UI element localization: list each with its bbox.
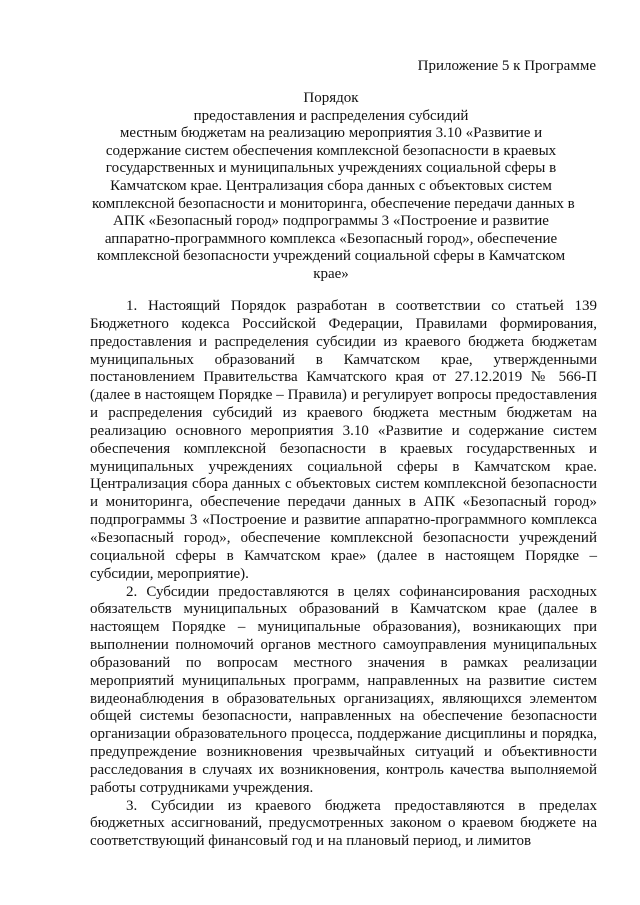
title-line: крае» [313, 265, 349, 282]
paragraph-2: 2. Субсидии предоставляются в целях софинансирования расходных обязательств муниципальных образований в Камчатском крае (далее в настоящем Порядке – муниципальные образования), возникающих при выполнении полномочий органов местного самоуправления муниципальных образований по вопросам местного значения в рамках реализации мероприятий муниципальных программ, направленных на развитие систем видеонаблюдения в образовательных организациях, являющихся элементом общей системы безопасности, направленных на обеспечение безопасности организации образовательного процесса, поддержание дисциплины и порядка, предупреждение возникновения чрезвычайных ситуаций и объективности расследования в случаях их возникновения, контроль качества выполняемой работы сотрудниками учреждения. [90, 583, 597, 796]
paragraph-3: 3. Субсидии из краевого бюджета предоставляются в пределах бюджетных ассигнований, предусмотренных законом о краевом бюджете на соответствующий финансовый год и на плановый период, и лимитов [90, 797, 597, 850]
title-line: местным бюджетам на реализацию мероприятия 3.10 «Развитие и [119, 125, 543, 142]
paragraph-1: 1. Настоящий Порядок разработан в соответствии со статьей 139 Бюджетного кодекса Российской Федерации, Правилами формирования, предоставления и распределения субсидии из краевого бюджета бюджетам муниципальных образований в Камчатском крае, утвержденными постановлением Правительства Камчатского края от 27.12.2019 № 566-П (далее в настоящем Порядке – Правила) и регулирует вопросы предоставления и распределения субсидий из краевого бюджета местным бюджетам на реализацию основного мероприятия 3.10 «Развитие и содержание систем обеспечения комплексной безопасности в краевых государственных и муниципальных учреждениях социальной сферы в Камчатском крае. Централизация сбора данных с объектовых систем комплексной безопасности и мониторинга, обеспечение передачи данных в АПК «Безопасный город» подпрограммы 3 «Построение и развитие аппаратно-программного комплекса «Безопасный город», обеспечение комплексной безопасности учреждений социальной сферы в Камчатском крае» (далее в настоящем Порядке – субсидии, мероприятие). [90, 298, 597, 582]
title-line: Порядок [303, 90, 359, 106]
appendix-label: Приложение 5 к Программе [417, 58, 596, 74]
title-line: АПК «Безопасный город» подпрограммы 3 «Построение и развитие [113, 213, 549, 230]
document-title [92, 90, 575, 284]
title-line: комплексной безопасности и мониторинга, обеспечение передачи данных в [92, 195, 575, 212]
title-line: государственных и муниципальных учреждениях социальной сферы в [105, 160, 557, 177]
title-line: аппаратно-программного комплекса «Безопасный город», обеспечение [104, 230, 558, 247]
document-body [90, 298, 597, 851]
title-line: Камчатском крае. Централизация сбора данных с объектовых систем [110, 177, 552, 194]
title-line: предоставления и распределения субсидий [193, 107, 469, 124]
title-line: комплексной безопасности учреждений социальной сферы в Камчатском [96, 248, 566, 265]
title-line: содержание систем обеспечения комплексной безопасности в краевых [105, 142, 557, 159]
